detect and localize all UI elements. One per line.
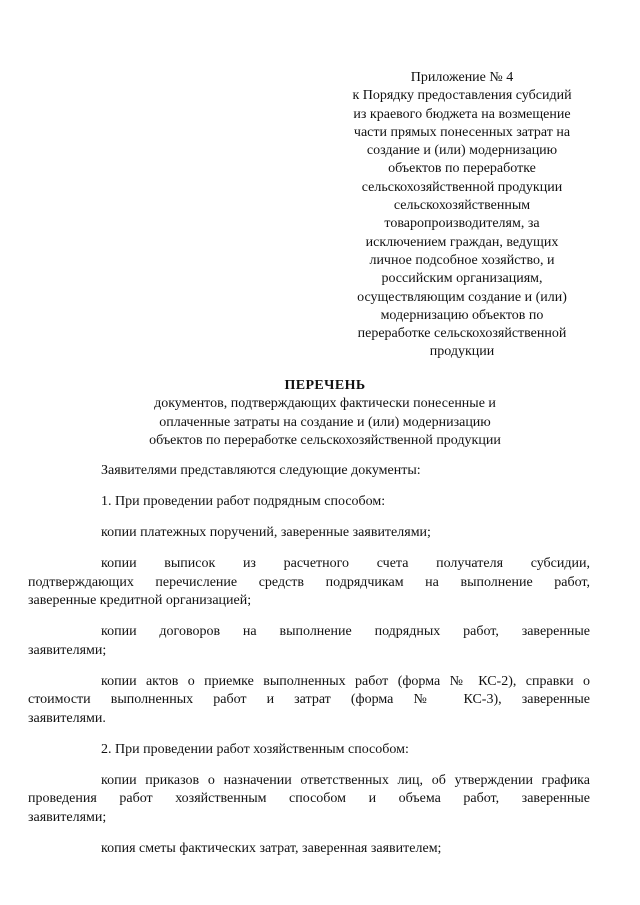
appendix-line: товаропроизводителям, за: [384, 216, 540, 232]
list-item-text: заявителями;: [28, 642, 107, 658]
appendix-header: [326, 69, 598, 362]
section-2-title: 2. При проведении работ хозяйственным способом:: [101, 741, 409, 757]
section-1-heading: [98, 493, 590, 512]
section-1-title: 1. При проведении работ подрядным способом:: [101, 494, 386, 509]
document-subtitle-line: объектов по переработке сельскохозяйственной продукции: [149, 432, 501, 448]
document-subtitle-line: документов, подтверждающих фактически понесенные и: [154, 396, 496, 412]
list-item-text: копии актов о приемке выполненных работ (форма № КС-2), справки о: [101, 673, 590, 689]
appendix-line: сельскохозяйственным: [393, 198, 531, 214]
list-item: [28, 555, 590, 611]
appendix-line: сельскохозяйственной продукции: [361, 179, 563, 195]
appendix-line: модернизацию объектов по: [380, 307, 544, 323]
appendix-line: из краевого бюджета на возмещение: [353, 106, 571, 122]
appendix-line: создание и (или) модернизацию: [366, 143, 558, 159]
document-heading: [98, 377, 552, 450]
list-item-text: заявителями;: [28, 809, 107, 825]
appendix-line: личное подсобное хозяйство, и: [369, 252, 555, 268]
list-item-text: проведения работ хозяйственным способом и объема работ, заверенные: [28, 791, 590, 806]
document-subtitle-line: оплаченные затраты на создание и (или) модернизацию: [159, 414, 491, 430]
appendix-line: Приложение № 4: [410, 70, 514, 85]
list-item: [28, 623, 590, 660]
appendix-line: переработке сельскохозяйственной: [357, 326, 567, 342]
list-item-text: заявителями.: [28, 710, 106, 726]
list-item-text: копии договоров на выполнение подрядных работ, заверенные: [101, 624, 590, 639]
list-item-text: копии платежных поручений, заверенные заявителями;: [101, 525, 431, 540]
section-2-heading: [98, 741, 590, 760]
intro-paragraph: [98, 462, 590, 481]
list-item-text: подтверждающих перечисление средств подрядчикам на выполнение работ,: [28, 574, 590, 590]
list-item: [28, 673, 590, 729]
appendix-line: части прямых понесенных затрат на: [353, 124, 571, 140]
document-body: [28, 462, 590, 871]
appendix-line: к Порядку предоставления субсидий: [352, 88, 572, 104]
appendix-line: российским организациям,: [381, 271, 543, 287]
list-item: [28, 772, 590, 828]
list-item-text: заверенные кредитной организацией;: [28, 593, 252, 608]
appendix-line: исключением граждан, ведущих: [365, 234, 559, 250]
document-title: ПЕРЕЧЕНЬ: [284, 378, 366, 393]
list-item: [98, 524, 590, 543]
intro-text: Заявителями представляются следующие документы:: [101, 463, 421, 478]
list-item-text: стоимости выполненных работ и затрат (форма № КС-3), заверенные: [28, 692, 590, 707]
list-item: [98, 840, 590, 859]
appendix-line: объектов по переработке: [388, 161, 536, 177]
list-item-text: копии приказов о назначении ответственных лиц, об утверждении графика: [101, 772, 590, 788]
appendix-line: осуществляющим создание и (или): [357, 289, 567, 305]
appendix-line: продукции: [429, 344, 495, 360]
list-item-text: копия сметы фактических затрат, заверенная заявителем;: [101, 840, 442, 856]
list-item-text: копии выписок из расчетного счета получателя субсидии,: [101, 556, 590, 571]
